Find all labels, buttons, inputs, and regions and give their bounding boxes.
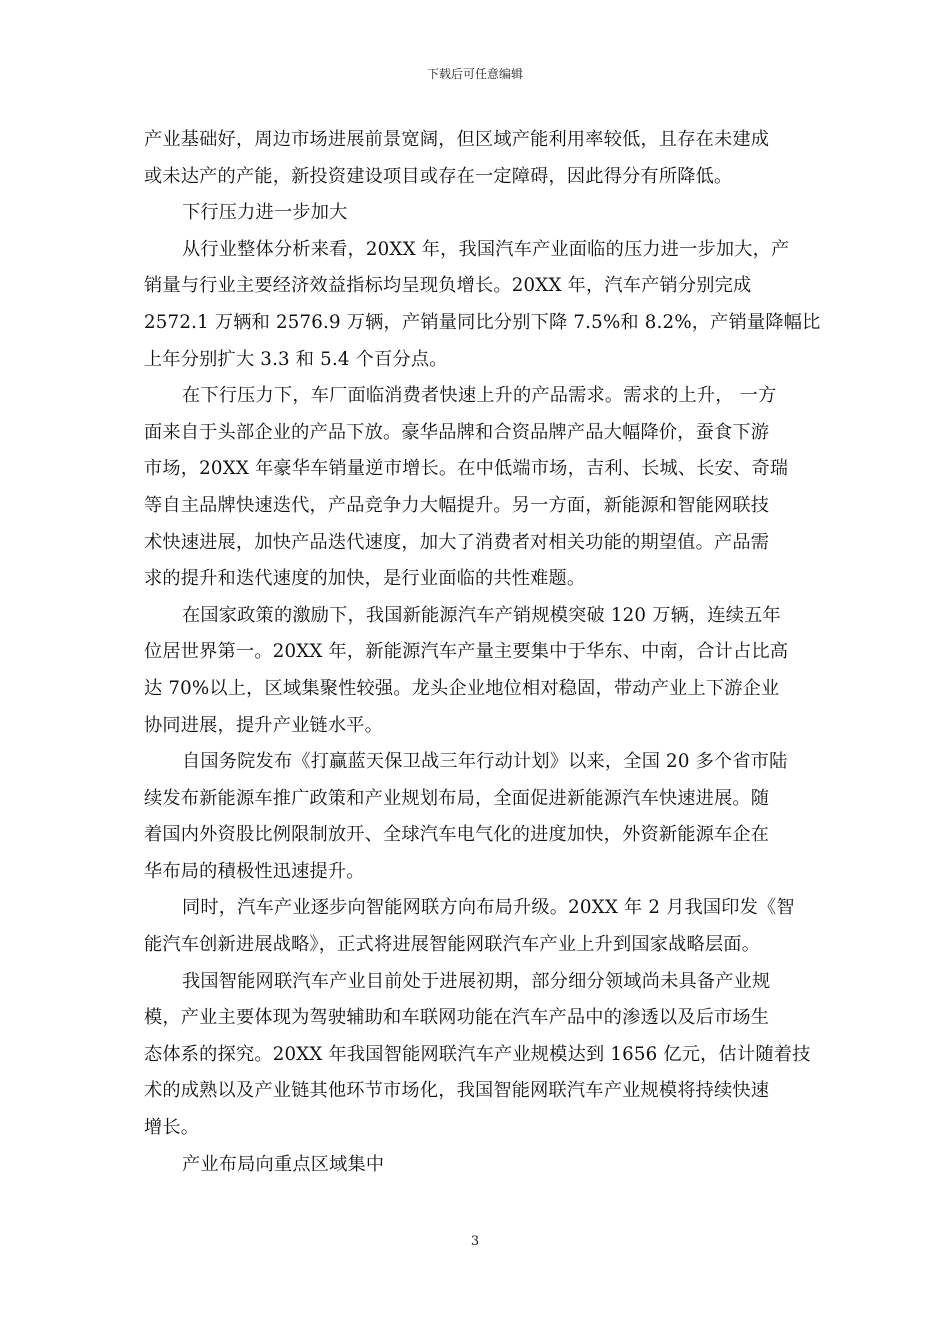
body-line: 模，产业主要体现为驾驶辅助和车联网功能在汽车产品中的渗透以及后市场生: [144, 1007, 770, 1029]
body-line: 增长。: [144, 1117, 200, 1139]
body-line: 术的成熟以及产业链其他环节市场化，我国智能网联汽车产业规模将持续快速: [144, 1080, 770, 1102]
body-line: 在国家政策的激励下，我国新能源汽车产销规模突破 120 万辆，连续五年: [182, 604, 781, 626]
body-line: 位居世界第一。20XX 年，新能源汽车产量主要集中于华东、中南，合计占比高: [144, 641, 789, 663]
body-line: 达 70%以上，区域集聚性较强。龙头企业地位相对稳固，带动产业上下游企业: [144, 677, 780, 699]
body-line: 等自主品牌快速迭代，产品竞争力大幅提升。另一方面，新能源和智能网联技: [144, 494, 770, 516]
body-line: 协同进展，提升产业链水平。: [144, 714, 384, 736]
section-heading: 产业布局向重点区域集中: [182, 1153, 385, 1175]
page-number: 3: [470, 1234, 480, 1249]
body-line: 上年分别扩大 3.3 和 5.4 个百分点。: [144, 348, 448, 370]
body-line: 着国内外资股比例限制放开、全球汽车电气化的进度加快，外资新能源车企在: [144, 824, 770, 846]
body-line: 2572.1 万辆和 2576.9 万辆，产销量同比分别下降 7.5%和 8.2%，产销量降幅比: [144, 311, 821, 333]
body-line: 华布局的積极性迅速提升。: [144, 860, 365, 882]
body-line: 产业基础好，周边市场进展前景宽阔，但区域产能利用率较低，且存在未建成: [144, 129, 770, 150]
body-line: 面来自于头部企业的产品下放。豪华品牌和合资品牌产品大幅降价，蚕食下游: [144, 421, 770, 443]
body-line: 求的提升和迭代速度的加快，是行业面临的共性难题。: [144, 568, 586, 590]
body-line: 术快速进展，加快产品迭代速度，加大了消费者对相关功能的期望值。产品需: [144, 531, 770, 553]
body-line: 自国务院发布《打赢蓝天保卫战三年行动计划》以来，全国 20 多个省市陆: [182, 751, 788, 773]
body-line: 在下行压力下，车厂面临消费者快速上升的产品需求。需求的上升， 一方: [182, 385, 777, 407]
section-heading: 下行压力进一步加大: [182, 202, 348, 224]
body-line: 续发布新能源车推广政策和产业规划布局，全面促进新能源汽车快速进展。随: [144, 787, 770, 809]
body-line: 能汽车创新进展战略》，正式将进展智能网联汽车产业上升到国家战略层面。: [144, 934, 761, 956]
body-line: 或未达产的产能，新投资建设项目或存在一定障碍，因此得分有所降低。: [144, 165, 733, 187]
page-header: 下载后可任意编辑: [426, 67, 523, 81]
document-body: [144, 122, 821, 1183]
body-line: 态体系的探究。20XX 年我国智能网联汽车产业规模达到 1656 亿元，估计随着技: [144, 1043, 811, 1065]
body-line: 我国智能网联汽车产业目前处于进展初期，部分细分领域尚未具备产业规: [182, 970, 771, 992]
body-line: 从行业整体分析来看，20XX 年，我国汽车产业面临的压力进一步加大，产: [182, 238, 790, 260]
body-line: 市场，20XX 年豪华车销量逆市增长。在中低端市场，吉利、长城、长安、奇瑞: [144, 458, 789, 480]
body-line: 同时，汽车产业逐步向智能网联方向布局升级。20XX 年 2 月我国印发《智: [182, 897, 795, 919]
body-line: 销量与行业主要经济效益指标均呈现负增长。20XX 年，汽车产销分别完成: [144, 275, 752, 297]
